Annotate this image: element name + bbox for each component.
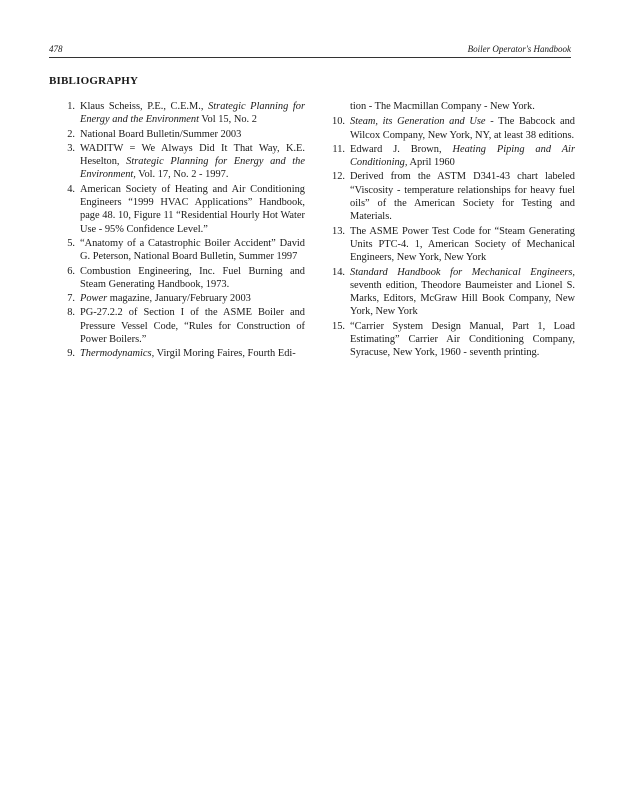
reference-6: 6. Combustion Engineering, Inc. Fuel Burning and Steam Generating Handbook, 1973. [67,265,305,290]
reference-7: 7. Power magazine, January/February 2003 [67,293,251,305]
reference-13: 13. The ASME Power Test Code for “Steam Generating Units PTC-4. 1, American Society of Mechanical Engineers, New York, New York [332,225,575,264]
page-number: 478 [49,44,63,54]
book-title: Boiler Operator's Handbook [467,44,571,54]
reference-12: 12. Derived from the ASTM D341-43 chart labeled “Viscosity - temperature relationships for heavy fuel oils” of the American Society for Testing and Materials. [332,171,575,223]
reference-3: 3. WADITW = We Always Did It That Way, K.E. Heselton, Strategic Planning for Energy and the Environment, Vol. 17, No. 2 - 1997. [67,142,305,181]
reference-14: 14. Standard Handbook for Mechanical Engineers, seventh edition, Theodore Baumeister and Lionel S. Marks, Editors, McGraw Hill Book Company, New York, New York [332,266,575,318]
reference-5: 5. “Anatomy of a Catastrophic Boiler Accident” David G. Peterson, National Board Bulletin, Summer 1997 [67,237,305,263]
reference-4: 4. American Society of Heating and Air Conditioning Engineers “1999 HVAC Applications” Handbook, page 48. 10, Figure 11 “Residential Hourly Hot Water Use - 95% Confidence Level.” [67,183,305,235]
header-rule [49,57,571,58]
left-column [50,100,305,362]
running-header [49,44,571,57]
section-title: BIBLIOGRAPHY [49,75,139,87]
reference-11: 11. Edward J. Brown, Heating Piping and Air Conditioning, April 1960 [332,143,575,169]
right-column [320,100,575,361]
reference-2: 2. National Board Bulletin/Summer 2003 [67,128,242,140]
reference-9-continued: tion - The Macmillan Company - New York. [350,101,535,112]
reference-15: 15. “Carrier System Design Manual, Part 1, Load Estimating” Carrier Air Conditioning Company, Syracuse, New York, 1960 - seventh printing. [332,320,575,359]
reference-8: 8. PG-27.2.2 of Section I of the ASME Boiler and Pressure Vessel Code, “Rules for Construction of Power Boilers.” [67,307,305,346]
reference-1: 1. Klaus Scheiss, P.E., C.E.M., Strategic Planning for Energy and the Environment Vol 15, No. 2 [67,101,306,126]
reference-9: 9. Thermodynamics, Virgil Moring Faires, Fourth Edi- [67,348,296,360]
reference-10: 10. Steam, its Generation and Use - The Babcock and Wilcox Company, New York, NY, at least 38 editions. [332,116,575,141]
